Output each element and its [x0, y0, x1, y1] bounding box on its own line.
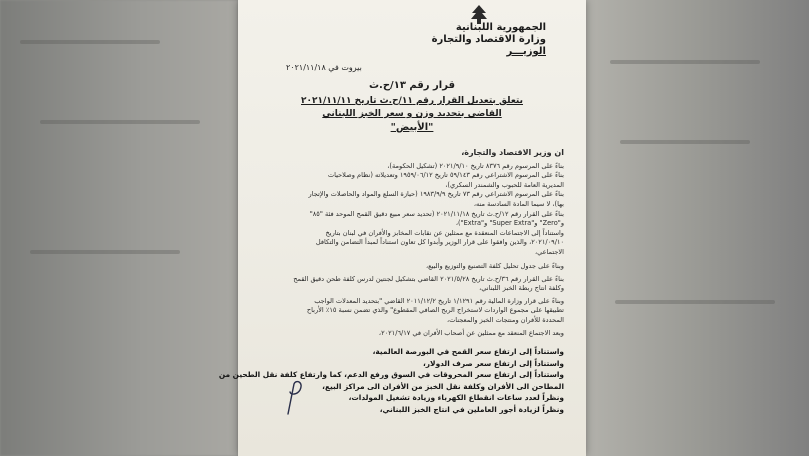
- background-blur: [615, 300, 775, 304]
- preamble-line: و"Zero" و"Super Extra" و"Extra")،: [455, 219, 564, 228]
- background-blur: [20, 40, 160, 44]
- preamble-line: تطبيقها على مجموع الواردات لاستخراج الربح الصافي المقطوع" والذي تضمن نسبة ١٥٪ الأرباح: [306, 306, 564, 315]
- decision-number: قرار رقم ١٣/ح.ث: [369, 80, 455, 91]
- preamble-line: وكلفة انتاج ربطة الخبز اللبناني،: [479, 284, 564, 293]
- preamble-line: بناءً على القرار رقم ٣٦/ح.ث تاريخ ٢٠٢١/٥/٢٨ القاضي بتشكيل لجنتين لدرس كلفة طحن دقيق القمح: [293, 274, 564, 283]
- preamble-line: وبناءً على قرار وزارة المالية رقم ١/١٢٩١ تاريخ ٢٠١١/١٢/٢ القاضي "بتحديد المعدلات الواجب: [314, 296, 564, 305]
- preamble-line: وبعد الاجتماع المنعقد مع ممثلين عن أصحاب الأفران في ٢٠٢١/٦/١٧،: [378, 328, 564, 337]
- signature-mark-icon: [282, 380, 308, 416]
- preamble-line: بناءً على المرسوم الاشتراعي رقم ٥٩/١٤٣ تاريخ ١٩٥٩/٠٦/١٢ وتعديلاته (نظام وصلاحيات: [327, 171, 564, 180]
- preamble-bold-line: واستناداً إلى ارتفاع سعر صرف الدولار،: [423, 358, 564, 368]
- blurred-background-left: [0, 0, 238, 456]
- letterhead-minister: الوزيـــر: [506, 46, 546, 57]
- preamble-block-2: [264, 262, 564, 338]
- preamble-bold-line: ونظراً لزيادة أجور العاملين في انتاج الخبز اللبناني،: [379, 404, 564, 414]
- preamble-bold-line: واستناداً إلى ارتفاع سعر المحروقات في السوق ورفع الدعم، كما وارتفاع كلفة نقل الطحين من: [218, 370, 564, 379]
- letterhead-ministry: وزارة الاقتصاد والتجارة: [431, 34, 546, 45]
- preamble-line: وبناءً على جدول تحليل كلفة التصنيع والتوزيع والبيع،: [426, 262, 564, 270]
- preamble-opening: ان وزير الاقتصاد والتجارة،: [461, 148, 564, 157]
- letterhead-republic: الجمهورية اللبنانية: [455, 22, 546, 33]
- document-date: بيروت في ٢٠٢١/١١/١٨: [286, 63, 362, 72]
- preamble-line: بها)، لا سيما المادة السادسة منه،: [473, 199, 564, 208]
- background-blur: [610, 60, 760, 64]
- preamble-bold-line: واستناداً إلى ارتفاع سعر القمح في البورصة العالمية،: [372, 347, 564, 356]
- preamble-line: المديرية العامة للحبوب والشمندر السكري)،: [445, 180, 564, 189]
- preamble-line: الاجتماعي،: [534, 247, 564, 256]
- preamble-bold-line: ونظراً لعدد ساعات انقطاع الكهرباء وزيادة تشغيل المولدات،: [348, 393, 564, 402]
- blurred-background-right: [586, 0, 809, 456]
- decision-subject-line-2: القاضي بتحديد وزن و سعر الخبز اللبناني: [322, 109, 502, 119]
- preamble-bold-line: المطاحن الى الأفران وكلفة نقل الخبز من الأفران الى مراكز البيع،: [322, 381, 564, 391]
- decision-subject-line-3: "الأبيض": [390, 122, 434, 133]
- decision-subject-line-1: يتعلق بتعديل القرار رقم ١١/ح.ث تاريخ ٢٠٢١/١١/١١: [301, 96, 523, 106]
- background-blur: [30, 250, 180, 254]
- preamble-block-1: [264, 148, 564, 258]
- background-blur: [40, 120, 200, 124]
- preamble-line: واستناداً إلى الاجتماعات المنعقدة مع ممثلين عن نقابات المخابز والأفران في لبنان بتاريخ: [325, 228, 564, 237]
- document-page: [218, 0, 586, 456]
- preamble-line: بناءً على المرسوم رقم ٨٣٧٦ تاريخ ٢٠٢١/٩/١٠ (تشكيل الحكومة)،: [387, 161, 564, 170]
- preamble-line: ٢٠٢١/٠٩/١٠، والذين وافقوا على قرار الوزير وأبدوا كل تعاون استناداً لمبدأ التضامن والتكافل: [315, 238, 564, 247]
- preamble-line: بناءً على المرسوم الاشتراعي رقم ٧٣ تاريخ ١٩٨٣/٩/٩ (حيازة السلع والمواد والحاصلات والإتجار: [308, 190, 564, 199]
- letterhead: [406, 22, 546, 58]
- preamble-block-3: [218, 346, 564, 415]
- background-blur: [620, 140, 750, 144]
- preamble-line: المحددة للأفران ومنتجات الخبز والمعجنات،: [446, 315, 564, 324]
- preamble-line: بناءً على القرار رقم ١٢/ح.ث تاريخ ٢٠٢١/١١/١٨ (تحديد سعر مبيع دقيق القمح الموحد فئة "٨٥": [309, 209, 564, 218]
